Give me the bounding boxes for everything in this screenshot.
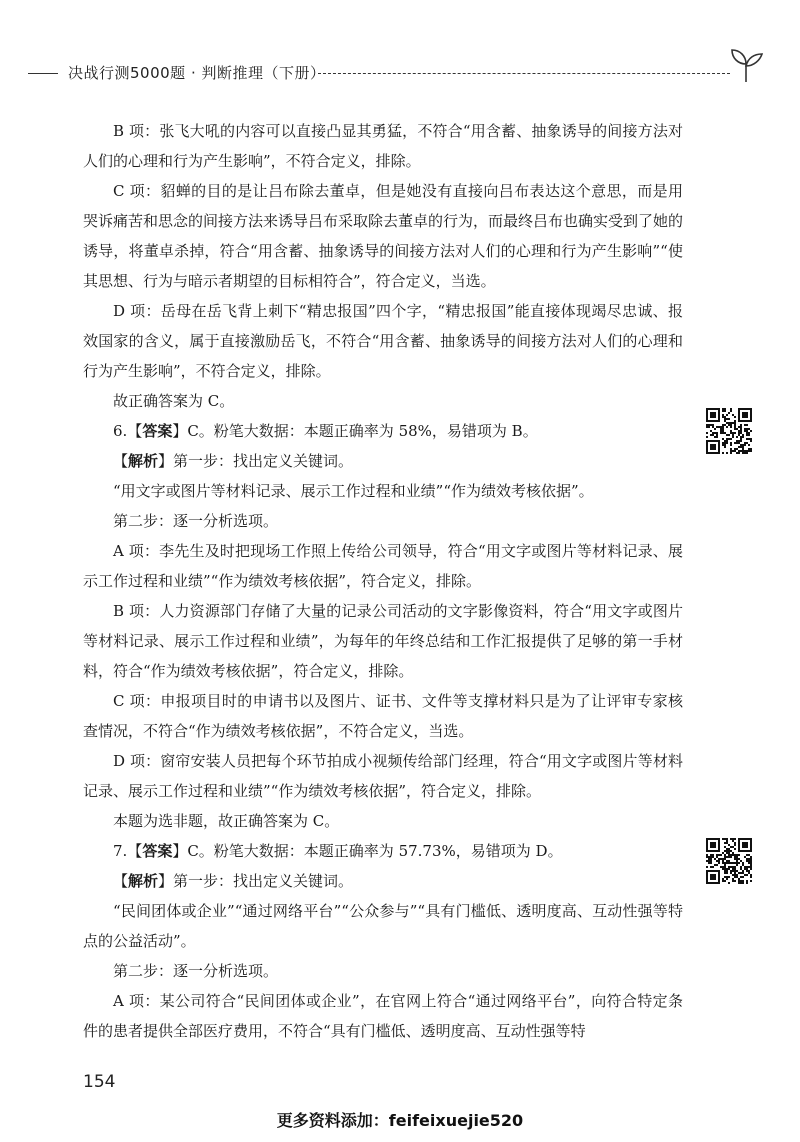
paragraph: C 项：貂蝉的目的是让吕布除去董卓，但是她没有直接向吕布表达这个意思，而是用哭诉痛苦和思念的间接方法来诱导吕布采取除去董卓的行为，而最终吕布也确实受到了她的诱导，将董卓杀掉，符合“用含蓄、抽象诱导的间接方法对人们的心理和行为产生影响”“使其思想、行为与暗示者期望的目标相符合”，符合定义，当选。 [83, 182, 684, 290]
paragraph: 故正确答案为 C。 [113, 392, 235, 410]
paragraph-text: 】C。粉笔大数据：本题正确率为 57.73%，易错项为 D。 [172, 842, 563, 860]
paragraph: 第二步：逐一分析选项。 [113, 512, 279, 530]
answer-label: 答案 [142, 842, 173, 860]
paragraph: B 项：人力资源部门存储了大量的记录公司活动的文字影像资料，符合“用文字或图片等材料记录、展示工作过程和业绩”，为每年的年终总结和工作汇报提供了足够的第一手材料，符合“作为绩效考核依据”，符合定义，排除。 [83, 602, 683, 680]
analysis-label: 解析 [128, 452, 159, 470]
header-rule-left [28, 73, 58, 74]
paragraph-text: 】C。粉笔大数据：本题正确率为 58%，易错项为 B。 [172, 422, 538, 440]
sprout-icon [726, 48, 766, 82]
analysis-label: 解析 [128, 872, 159, 890]
paragraph: D 项：窗帘安装人员把每个环节拍成小视频传给部门经理，符合“用文字或图片等材料记录、展示工作过程和业绩”“作为绩效考核依据”，符合定义，排除。 [83, 752, 683, 800]
paragraph-prefix: 【 [113, 872, 129, 890]
qr-code-icon [706, 838, 752, 884]
answer-paragraph [83, 416, 683, 446]
paragraph: 第二步：逐一分析选项。 [113, 962, 279, 980]
paragraph: B 项：张飞大吼的内容可以直接凸显其勇猛，不符合“用含蓄、抽象诱导的间接方法对人们的心理和行为产生影响”，不符合定义，排除。 [83, 122, 683, 170]
paragraph: “民间团体或企业”“通过网络平台”“公众参与”“具有门槛低、透明度高、互动性强等特点的公益活动”。 [83, 902, 683, 950]
paragraph-text: 】第一步：找出定义关键词。 [158, 872, 354, 890]
analysis-paragraph [83, 866, 683, 896]
paragraph-text: 】第一步：找出定义关键词。 [158, 452, 354, 470]
analysis-paragraph [83, 446, 683, 476]
body-text [83, 116, 683, 1046]
paragraph-prefix: 6.【 [113, 422, 143, 440]
paragraph: A 项：李先生及时把现场工作照上传给公司领导，符合“用文字或图片等材料记录、展示工作过程和业绩”“作为绩效考核依据”，符合定义，排除。 [83, 542, 683, 590]
paragraph: 本题为选非题，故正确答案为 C。 [113, 812, 340, 830]
running-header [0, 62, 800, 86]
paragraph: “用文字或图片等材料记录、展示工作过程和业绩”“作为绩效考核依据”。 [113, 482, 594, 500]
footer-note: 更多资料添加：feifeixuejie520 [276, 1111, 524, 1130]
qr-code-icon [706, 408, 752, 454]
paragraph-prefix: 7.【 [113, 842, 143, 860]
answer-label: 答案 [142, 422, 173, 440]
answer-paragraph [83, 836, 683, 866]
paragraph: A 项：某公司符合“民间团体或企业”，在官网上符合“通过网络平台”，向符合特定条件的患者提供全部医疗费用，不符合“具有门槛低、透明度高、互动性强等特 [83, 992, 683, 1040]
book-title: 决战行测5000题 · 判断推理（下册） [68, 64, 326, 82]
paragraph: D 项：岳母在岳飞背上刺下“精忠报国”四个字，“精忠报国”能直接体现竭尽忠诚、报效国家的含义，属于直接激励岳飞，不符合“用含蓄、抽象诱导的间接方法对人们的心理和行为产生影响”，不符合定义，排除。 [83, 302, 683, 380]
paragraph: C 项：申报项目时的申请书以及图片、证书、文件等支撑材料只是为了让评审专家核查情况，不符合“作为绩效考核依据”，不符合定义，当选。 [83, 692, 683, 740]
paragraph-prefix: 【 [113, 452, 129, 470]
header-rule-right [318, 73, 730, 74]
page-number: 154 [83, 1072, 116, 1092]
